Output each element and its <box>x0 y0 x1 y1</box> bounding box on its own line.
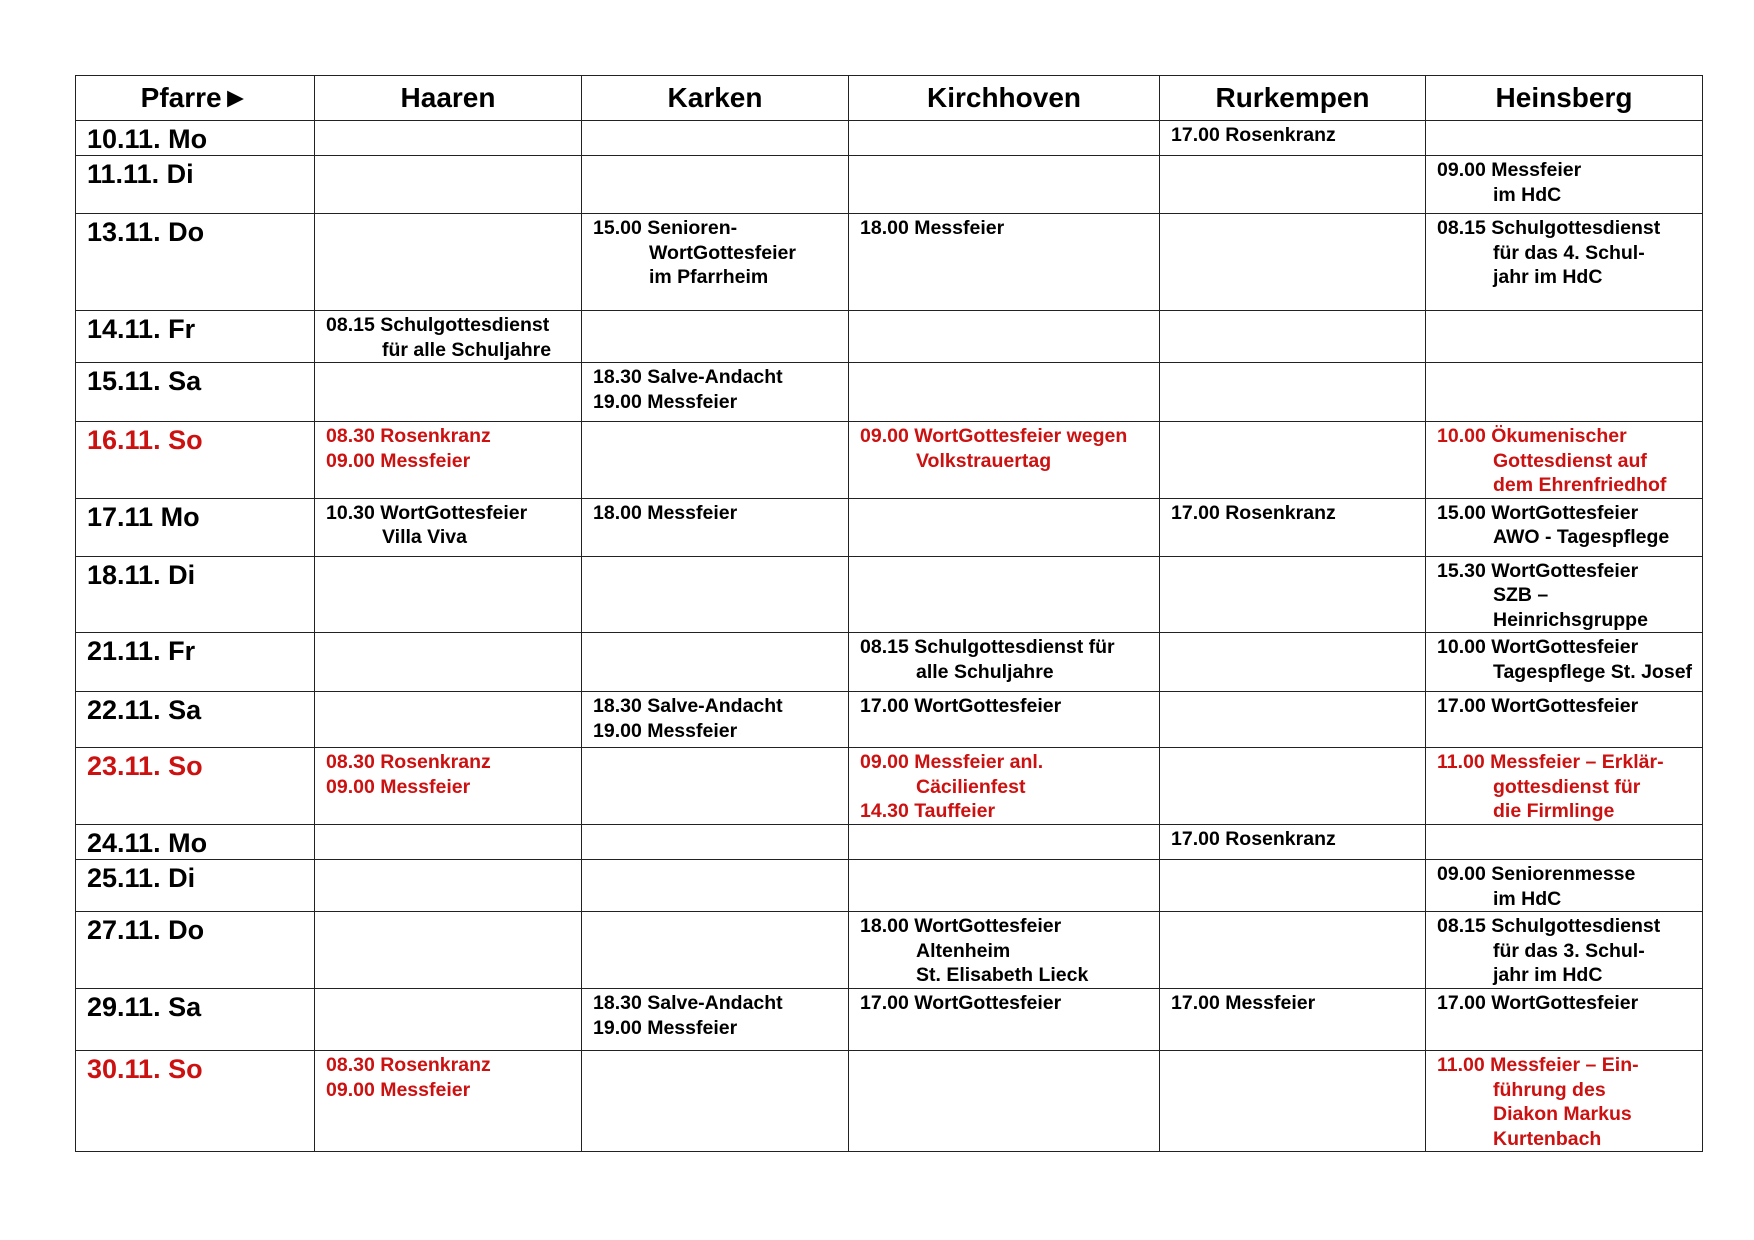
event-entry <box>1437 158 1696 207</box>
event-line: 10.00 Ökumenischer <box>1437 425 1627 447</box>
date-cell: 11.11. Di <box>76 156 315 214</box>
cell-rurkempen <box>1160 748 1426 825</box>
event-entry <box>593 991 842 1016</box>
event-entry <box>860 216 1153 241</box>
cell-kirchhoven <box>849 556 1160 633</box>
cell-rurkempen <box>1160 633 1426 692</box>
date-cell: 17.11 Mo <box>76 498 315 556</box>
event-line: Cäcilienfest <box>916 775 1026 798</box>
date-cell: 29.11. Sa <box>76 989 315 1051</box>
cell-rurkempen <box>1160 121 1426 156</box>
event-entry <box>593 365 842 390</box>
cell-karken <box>582 912 849 989</box>
cell-rurkempen <box>1160 825 1426 860</box>
cell-rurkempen <box>1160 860 1426 912</box>
event-line: 19.00 Messfeier <box>593 390 738 413</box>
event-line: 17.00 WortGottesfeier <box>860 695 1062 717</box>
cell-rurkempen <box>1160 1051 1426 1152</box>
cell-haaren <box>315 363 582 422</box>
cell-karken <box>582 692 849 748</box>
event-entry <box>1437 750 1696 824</box>
date-cell: 18.11. Di <box>76 556 315 633</box>
schedule-row <box>76 214 1703 311</box>
event-entry <box>860 424 1153 473</box>
cell-heinsberg <box>1426 556 1703 633</box>
event-line: 18.30 Salve-Andacht <box>593 366 783 388</box>
cell-heinsberg <box>1426 825 1703 860</box>
event-line: 08.30 Rosenkranz <box>326 1054 491 1076</box>
cell-kirchhoven <box>849 498 1160 556</box>
event-line: 15.00 Senioren- <box>593 217 738 239</box>
cell-kirchhoven <box>849 422 1160 499</box>
event-line: Kurtenbach <box>1493 1127 1602 1150</box>
date-cell: 27.11. Do <box>76 912 315 989</box>
schedule-row <box>76 633 1703 692</box>
date-cell: 16.11. So <box>76 422 315 499</box>
schedule-row <box>76 498 1703 556</box>
cell-haaren <box>315 692 582 748</box>
event-entry <box>1171 123 1419 148</box>
event-entry <box>1437 559 1696 633</box>
event-line: 08.15 Schulgottesdienst <box>326 314 550 336</box>
cell-haaren <box>315 748 582 825</box>
cell-haaren <box>315 860 582 912</box>
event-entry <box>1171 991 1419 1016</box>
event-line: 09.00 WortGottesfeier wegen <box>860 425 1128 447</box>
cell-karken <box>582 156 849 214</box>
cell-heinsberg <box>1426 692 1703 748</box>
event-entry <box>326 424 575 449</box>
event-entry <box>1171 501 1419 526</box>
event-line: 15.00 WortGottesfeier <box>1437 501 1639 524</box>
header-rurkempen: Rurkempen <box>1160 76 1426 121</box>
cell-kirchhoven <box>849 692 1160 748</box>
schedule-row <box>76 121 1703 156</box>
cell-kirchhoven <box>849 1051 1160 1152</box>
event-entry <box>860 750 1153 799</box>
cell-haaren <box>315 498 582 556</box>
cell-karken <box>582 363 849 422</box>
event-line: alle Schuljahre <box>916 660 1054 683</box>
cell-karken <box>582 121 849 156</box>
cell-heinsberg <box>1426 748 1703 825</box>
event-entry <box>1171 827 1419 852</box>
event-line: 17.00 WortGottesfeier <box>860 992 1062 1014</box>
cell-haaren <box>315 1051 582 1152</box>
event-line: für alle Schuljahre <box>382 338 552 361</box>
event-entry <box>860 914 1153 988</box>
cell-karken <box>582 748 849 825</box>
cell-kirchhoven <box>849 156 1160 214</box>
cell-kirchhoven <box>849 912 1160 989</box>
event-line: 08.15 Schulgottesdienst für <box>860 636 1115 658</box>
event-line: 18.00 Messfeier <box>860 217 1005 239</box>
cell-karken <box>582 989 849 1051</box>
cell-rurkempen <box>1160 311 1426 363</box>
schedule-row <box>76 1051 1703 1152</box>
header-karken: Karken <box>582 76 849 121</box>
event-line: die Firmlinge <box>1493 800 1615 822</box>
event-entry <box>1437 635 1696 684</box>
event-line: im HdC <box>1493 183 1562 206</box>
header-kirchhoven: Kirchhoven <box>849 76 1160 121</box>
cell-heinsberg <box>1426 121 1703 156</box>
event-line: 14.30 Tauffeier <box>860 800 996 822</box>
event-line: 09.00 Seniorenmesse <box>1437 863 1636 885</box>
event-line: 18.30 Salve-Andacht <box>593 992 783 1014</box>
event-entry <box>326 501 575 550</box>
cell-karken <box>582 556 849 633</box>
event-entry <box>593 694 842 719</box>
event-entry <box>326 313 575 362</box>
header-haaren: Haaren <box>315 76 582 121</box>
date-cell: 24.11. Mo <box>76 825 315 860</box>
event-line: 17.00 Rosenkranz <box>1171 828 1336 850</box>
cell-kirchhoven <box>849 311 1160 363</box>
event-line: 11.00 Messfeier – Erklär- <box>1437 751 1664 773</box>
event-entry <box>1437 991 1696 1016</box>
event-line: dem Ehrenfriedhof <box>1493 474 1667 496</box>
schedule-row <box>76 860 1703 912</box>
cell-rurkempen <box>1160 912 1426 989</box>
event-line: Diakon Markus <box>1493 1103 1632 1125</box>
event-line: 09.00 Messfeier anl. <box>860 751 1044 773</box>
cell-kirchhoven <box>849 121 1160 156</box>
cell-rurkempen <box>1160 214 1426 311</box>
event-line: 08.30 Rosenkranz <box>326 751 491 773</box>
cell-haaren <box>315 214 582 311</box>
date-cell: 21.11. Fr <box>76 633 315 692</box>
event-entry <box>1437 424 1696 498</box>
cell-heinsberg <box>1426 1051 1703 1152</box>
event-entry <box>1437 694 1696 719</box>
event-line: 18.00 Messfeier <box>593 501 738 524</box>
cell-karken <box>582 860 849 912</box>
event-entry <box>860 799 1153 824</box>
event-line: Villa Viva <box>382 526 467 548</box>
date-cell: 23.11. So <box>76 748 315 825</box>
cell-heinsberg <box>1426 311 1703 363</box>
event-entry <box>1437 862 1696 911</box>
event-line: WortGottesfeier <box>649 241 796 264</box>
event-line: 19.00 Messfeier <box>593 1016 738 1039</box>
cell-heinsberg <box>1426 989 1703 1051</box>
date-cell: 30.11. So <box>76 1051 315 1152</box>
cell-rurkempen <box>1160 363 1426 422</box>
schedule-row <box>76 912 1703 989</box>
schedule-body <box>76 121 1703 1152</box>
cell-heinsberg <box>1426 860 1703 912</box>
cell-haaren <box>315 156 582 214</box>
cell-haaren <box>315 633 582 692</box>
event-line: St. Elisabeth Lieck <box>916 964 1089 986</box>
date-cell: 14.11. Fr <box>76 311 315 363</box>
cell-karken <box>582 214 849 311</box>
event-entry <box>860 991 1153 1016</box>
cell-rurkempen <box>1160 422 1426 499</box>
cell-kirchhoven <box>849 748 1160 825</box>
event-line: 09.00 Messfeier <box>1437 159 1582 181</box>
event-line: 17.00 Rosenkranz <box>1171 501 1336 524</box>
event-line: Gottesdienst auf <box>1493 449 1647 472</box>
schedule-table <box>75 75 1703 1152</box>
cell-kirchhoven <box>849 363 1160 422</box>
event-line: 15.30 WortGottesfeier <box>1437 559 1639 582</box>
date-cell: 22.11. Sa <box>76 692 315 748</box>
event-line: 17.00 Messfeier <box>1171 992 1316 1014</box>
cell-rurkempen <box>1160 498 1426 556</box>
event-entry <box>326 775 575 800</box>
cell-heinsberg <box>1426 156 1703 214</box>
schedule-row <box>76 422 1703 499</box>
event-entry <box>593 390 842 415</box>
event-line: Altenheim <box>916 939 1011 962</box>
cell-rurkempen <box>1160 556 1426 633</box>
event-line: 18.00 WortGottesfeier <box>860 915 1062 937</box>
event-line: 10.00 WortGottesfeier <box>1437 636 1639 658</box>
event-line: 17.00 Rosenkranz <box>1171 124 1336 146</box>
event-line: 17.00 WortGottesfeier <box>1437 695 1639 717</box>
event-entry <box>326 1053 575 1078</box>
cell-kirchhoven <box>849 825 1160 860</box>
event-line: 08.15 Schulgottesdienst <box>1437 217 1661 239</box>
cell-karken <box>582 311 849 363</box>
event-line: 09.00 Messfeier <box>326 1078 471 1101</box>
event-line: 09.00 Messfeier <box>326 449 471 472</box>
schedule-row <box>76 748 1703 825</box>
schedule-row <box>76 556 1703 633</box>
event-entry <box>326 1078 575 1103</box>
event-line: 08.15 Schulgottesdienst <box>1437 915 1661 937</box>
event-entry <box>593 1016 842 1041</box>
cell-haaren <box>315 422 582 499</box>
cell-heinsberg <box>1426 214 1703 311</box>
event-line: Volkstrauertag <box>916 449 1052 472</box>
event-line: 19.00 Messfeier <box>593 719 738 742</box>
event-line: 09.00 Messfeier <box>326 775 471 798</box>
event-line: Tagespflege St. Josef <box>1493 660 1693 683</box>
date-cell: 10.11. Mo <box>76 121 315 156</box>
event-entry <box>326 750 575 775</box>
cell-heinsberg <box>1426 422 1703 499</box>
cell-karken <box>582 825 849 860</box>
event-line: jahr im HdC <box>1493 964 1603 986</box>
event-line: führung des <box>1493 1078 1606 1101</box>
cell-heinsberg <box>1426 912 1703 989</box>
event-line: AWO - Tagespflege <box>1493 526 1670 548</box>
event-line: für das 4. Schul- <box>1493 241 1645 264</box>
cell-rurkempen <box>1160 692 1426 748</box>
cell-haaren <box>315 989 582 1051</box>
cell-heinsberg <box>1426 363 1703 422</box>
cell-heinsberg <box>1426 498 1703 556</box>
cell-haaren <box>315 311 582 363</box>
schedule-row <box>76 363 1703 422</box>
event-line: 10.30 WortGottesfeier <box>326 501 528 524</box>
cell-haaren <box>315 121 582 156</box>
header-pfarre: Pfarre► <box>76 76 315 121</box>
event-line: im Pfarrheim <box>649 266 769 288</box>
event-line: SZB – <box>1493 584 1549 606</box>
cell-kirchhoven <box>849 989 1160 1051</box>
cell-rurkempen <box>1160 156 1426 214</box>
event-line: im HdC <box>1493 887 1562 910</box>
event-line: 18.30 Salve-Andacht <box>593 695 783 717</box>
event-entry <box>593 216 842 290</box>
event-entry <box>1437 501 1696 550</box>
event-line: Heinrichsgruppe <box>1493 608 1648 631</box>
event-line: gottesdienst für <box>1493 775 1641 798</box>
event-entry <box>860 694 1153 719</box>
event-line: jahr im HdC <box>1493 266 1603 288</box>
event-entry <box>860 635 1153 684</box>
event-line: 08.30 Rosenkranz <box>326 425 491 447</box>
cell-heinsberg <box>1426 633 1703 692</box>
event-entry <box>326 449 575 474</box>
date-cell: 25.11. Di <box>76 860 315 912</box>
event-entry <box>593 719 842 744</box>
event-line: 17.00 WortGottesfeier <box>1437 992 1639 1014</box>
cell-karken <box>582 422 849 499</box>
event-entry <box>593 501 842 526</box>
date-cell: 13.11. Do <box>76 214 315 311</box>
header-row <box>76 76 1703 121</box>
cell-kirchhoven <box>849 633 1160 692</box>
header-heinsberg: Heinsberg <box>1426 76 1703 121</box>
cell-kirchhoven <box>849 214 1160 311</box>
event-entry <box>1437 216 1696 290</box>
cell-karken <box>582 498 849 556</box>
event-line: für das 3. Schul- <box>1493 939 1645 962</box>
schedule-row <box>76 989 1703 1051</box>
date-cell: 15.11. Sa <box>76 363 315 422</box>
cell-karken <box>582 633 849 692</box>
event-entry <box>1437 914 1696 988</box>
cell-rurkempen <box>1160 989 1426 1051</box>
cell-haaren <box>315 912 582 989</box>
event-line: 11.00 Messfeier – Ein- <box>1437 1054 1639 1076</box>
cell-kirchhoven <box>849 860 1160 912</box>
schedule-row <box>76 692 1703 748</box>
schedule-row <box>76 825 1703 860</box>
schedule-row <box>76 156 1703 214</box>
cell-karken <box>582 1051 849 1152</box>
cell-haaren <box>315 556 582 633</box>
schedule-row <box>76 311 1703 363</box>
event-entry <box>1437 1053 1696 1151</box>
cell-haaren <box>315 825 582 860</box>
